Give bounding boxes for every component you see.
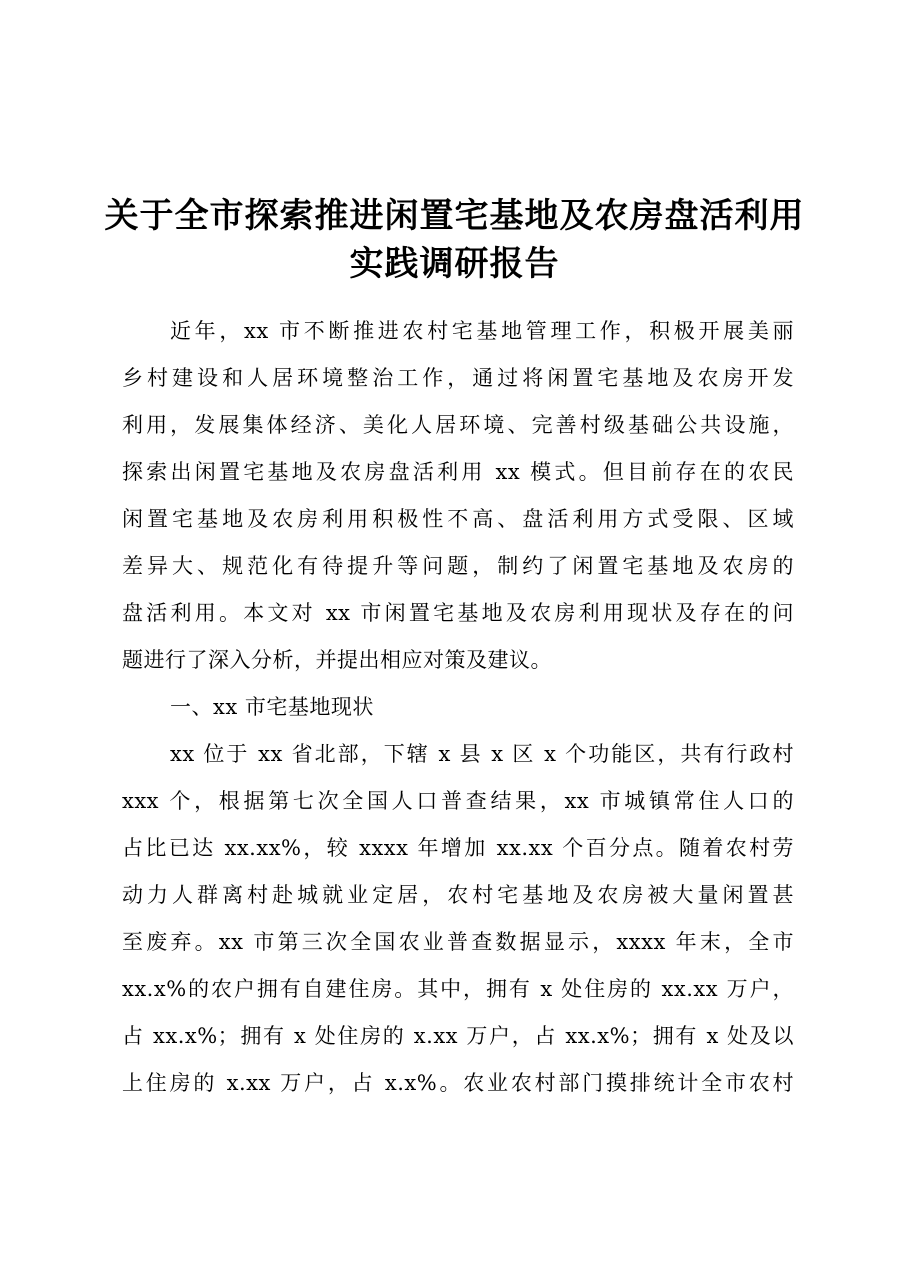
paragraph-line: 占 xx.x%；拥有 x 处住房的 x.xx 万户，占 xx.x%；拥有 x 处及以: [122, 1024, 794, 1048]
paragraph-line: 乡村建设和人居环境整治工作，通过将闲置宅基地及农房开发: [122, 366, 794, 390]
paragraph-line: xxx 个，根据第七次全国人口普查结果，xx 市城镇常住人口的: [122, 789, 794, 813]
paragraph-line: 探索出闲置宅基地及农房盘活利用 xx 模式。但目前存在的农民: [122, 460, 794, 484]
section-heading: 一、xx 市宅基地现状: [170, 695, 374, 719]
paragraph-line: 盘活利用。本文对 xx 市闲置宅基地及农房利用现状及存在的问: [122, 601, 794, 625]
paragraph-line: 题进行了深入分析，并提出相应对策及建议。: [122, 648, 552, 672]
document-body: [122, 308, 794, 1107]
paragraph-line: 动力人群离村赴城就业定居，农村宅基地及农房被大量闲置甚: [122, 883, 794, 907]
paragraph-line: xx 位于 xx 省北部，下辖 x 县 x 区 x 个功能区，共有行政村: [170, 742, 794, 766]
paragraph-line: 上住房的 x.xx 万户，占 x.x%。农业农村部门摸排统计全市农村: [122, 1071, 794, 1095]
document-title-line-1: 关于全市探索推进闲置宅基地及农房盘活利用: [104, 196, 805, 236]
document-title-line-2: 实践调研报告: [349, 244, 560, 284]
paragraph-line: 至废弃。xx 市第三次全国农业普查数据显示，xxxx 年末，全市: [122, 930, 794, 954]
paragraph-line: 闲置宅基地及农房利用积极性不高、盘活利用方式受限、区域: [122, 507, 794, 531]
paragraph-line: 占比已达 xx.xx%，较 xxxx 年增加 xx.xx 个百分点。随着农村劳: [122, 836, 794, 860]
paragraph-line: 近年，xx 市不断推进农村宅基地管理工作，积极开展美丽: [170, 319, 794, 343]
paragraph-line: 利用，发展集体经济、美化人居环境、完善村级基础公共设施，: [122, 413, 794, 437]
paragraph-line: 差异大、规范化有待提升等问题，制约了闲置宅基地及农房的: [122, 554, 794, 578]
paragraph-line: xx.x%的农户拥有自建住房。其中，拥有 x 处住房的 xx.xx 万户，: [122, 977, 794, 1001]
